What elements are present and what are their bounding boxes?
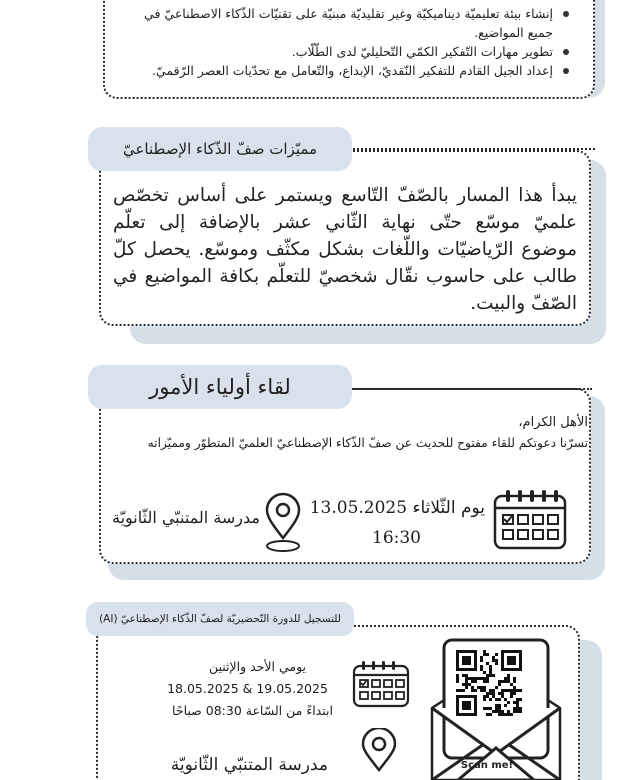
features-title-line [350, 148, 595, 150]
features-title: مميّزات صفّ الذّكاء الإصطناعيّ [122, 140, 318, 158]
goals-item: إعداد الجيل القادم للتفكير النّقديّ، الإبداع، والتّعامل مع تحدّيات العصر الرّقميّ. [117, 61, 571, 80]
scan-me-label: Scan me! [460, 760, 514, 771]
features-box [99, 150, 591, 326]
registration-title-pill [86, 602, 354, 636]
goals-item: إنشاء بيئة تعليميّة ديناميكيّة وغير تقليديّة مبنيّة على تقنيّات الذّكاء الاصطناعيّ في جميع المواضيع. [117, 4, 571, 42]
registration-start: ابتداءً من السّاعة 08:30 صباحًا [172, 703, 333, 718]
registration-dates: 18.05.2025 & 19.05.2025 [167, 681, 328, 696]
goals-item: تطوير مهارات التّفكير الكمّي التّحليليّ لدى الطّلّاب. [117, 42, 571, 61]
registration-location: مدرسة المتنبّي الثّانويّة [170, 755, 328, 775]
meeting-title-pill [88, 365, 352, 409]
features-title-pill [88, 127, 352, 171]
meeting-location: مدرسة المتنبّي الثّانويّة [111, 508, 260, 527]
meeting-title: لقاء أولياء الأمور [149, 375, 291, 399]
goals-list [117, 4, 571, 80]
qr-code-icon[interactable] [456, 650, 522, 716]
meeting-invite: تسرّنا دعوتكم للقاء مفتوح للحديث عن صفّ الذّكاء الإصطناعيّ العلميّ المتطوّر ومميّزاته [147, 436, 588, 450]
calendar-icon [493, 488, 567, 550]
meeting-time: 16:30 [372, 528, 421, 548]
registration-title: للتسجيل للدورة التّحضيريّة لصفّ الذّكاء الإصطناعيّ (AI) [99, 613, 341, 625]
meeting-day-date: يوم الثّلاثاء 13.05.2025 [309, 498, 485, 518]
meeting-greeting: الأهل الكرام، [518, 415, 588, 430]
location-pin-icon [358, 728, 400, 780]
calendar-icon [352, 660, 410, 708]
features-paragraph: يبدأ هذا المسار بالصّفّ التّاسع ويستمر على أساس تخصّص علميّ موسّع حتّى نهاية الثّاني عشر بالإضافة إلى تعلّم موضوع الرّياضيّات واللّغات بشكل مكثّف وموسّع. يحصل كلّ طالب على حاسوب نقّال شخصيّ للتعلّم بكافة المواضيع في الصّفّ والبيت. [113, 185, 577, 314]
meeting-title-line [352, 388, 592, 390]
goals-box [103, 0, 595, 99]
location-pin-icon [262, 492, 304, 556]
registration-days: يومي الأحد والإثنين [208, 659, 307, 674]
